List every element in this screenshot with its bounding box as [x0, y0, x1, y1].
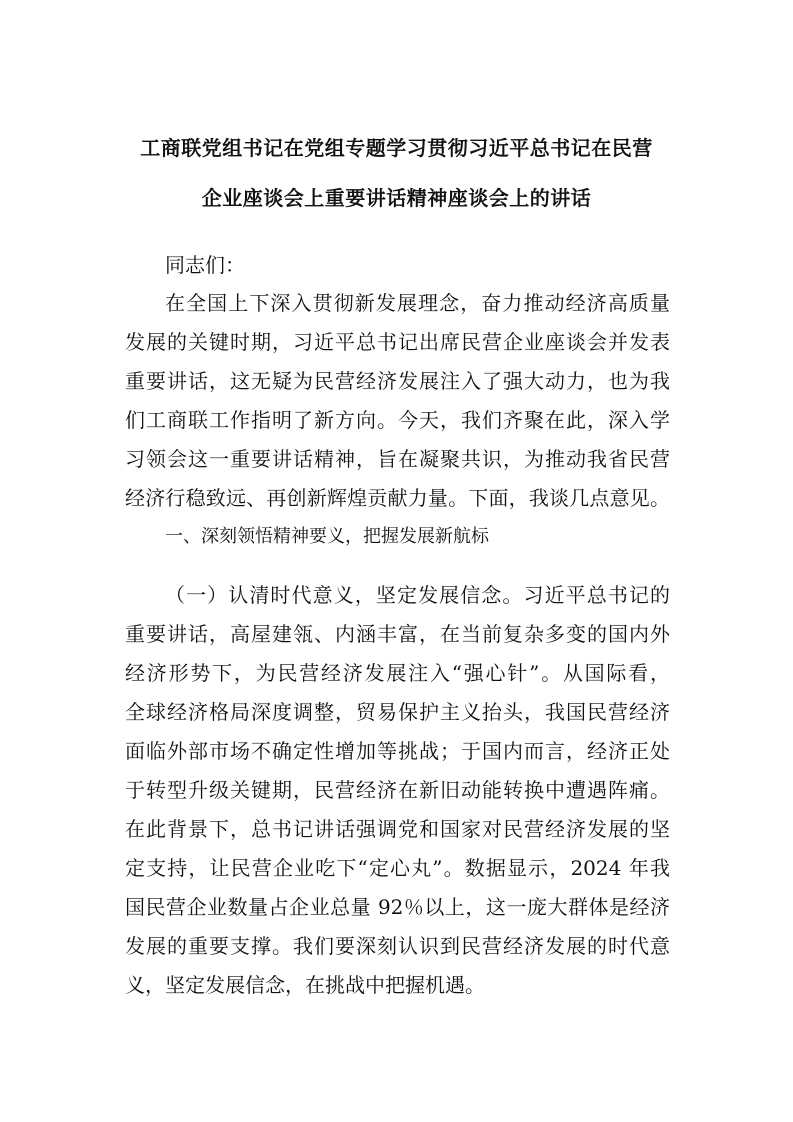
paragraph-2-line: 在此背景下，总书记讲话强调党和国家对民营经济发展的坚 [125, 817, 670, 841]
paragraph-2-line: 定支持，让民营企业吃下“定心丸”。数据显示，2024 年我 [125, 856, 670, 880]
paragraph-2-line: 于转型升级关键期，民营经济在新旧动能转换中遭遇阵痛。 [125, 778, 670, 802]
paragraph-1-line: 们工商联工作指明了新方向。今天，我们齐聚在此，深入学 [125, 408, 670, 432]
paragraph-1-line: 习领会这一重要讲话精神，旨在凝聚共识，为推动我省民营 [125, 447, 670, 471]
paragraph-2-line: 重要讲话，高屋建瓴、内涵丰富，在当前复杂多变的国内外 [125, 622, 670, 646]
paragraph-2-line: 义，坚定发展信念，在挑战中把握机遇。 [125, 973, 485, 997]
paragraph-1-line: 在全国上下深入贯彻新发展理念，奋力推动经济高质量 [165, 291, 670, 315]
paragraph-2-line: 全球经济格局深度调整，贸易保护主义抬头，我国民营经济 [125, 700, 670, 724]
document-title-line-1: 工商联党组书记在党组专题学习贯彻习近平总书记在民营 [140, 136, 653, 160]
paragraph-2-line: 国民营企业数量占企业总量 92％以上，这一庞大群体是经济 [125, 895, 670, 919]
paragraph-1-line: 发展的关键时期，习近平总书记出席民营企业座谈会并发表 [125, 330, 670, 354]
paragraph-2-line: 面临外部市场不确定性增加等挑战；于国内而言，经济正处 [125, 739, 670, 763]
paragraph-2-line: （一）认清时代意义，坚定发展信念。习近平总书记的 [165, 583, 670, 607]
salutation: 同志们： [165, 253, 245, 277]
section-1-heading: 一、深刻领悟精神要义，把握发展新航标 [165, 526, 489, 547]
document-title-line-2: 企业座谈会上重要讲话精神座谈会上的讲话 [201, 186, 592, 210]
paragraph-1-line: 经济行稳致远、再创新辉煌贡献力量。下面，我谈几点意见。 [125, 486, 670, 510]
paragraph-1-line: 重要讲话，这无疑为民营经济发展注入了强大动力，也为我 [125, 369, 670, 393]
paragraph-2-line: 经济形势下，为民营经济发展注入“强心针”。从国际看， [125, 661, 670, 685]
paragraph-2-line: 发展的重要支撑。我们要深刻认识到民营经济发展的时代意 [125, 934, 670, 958]
